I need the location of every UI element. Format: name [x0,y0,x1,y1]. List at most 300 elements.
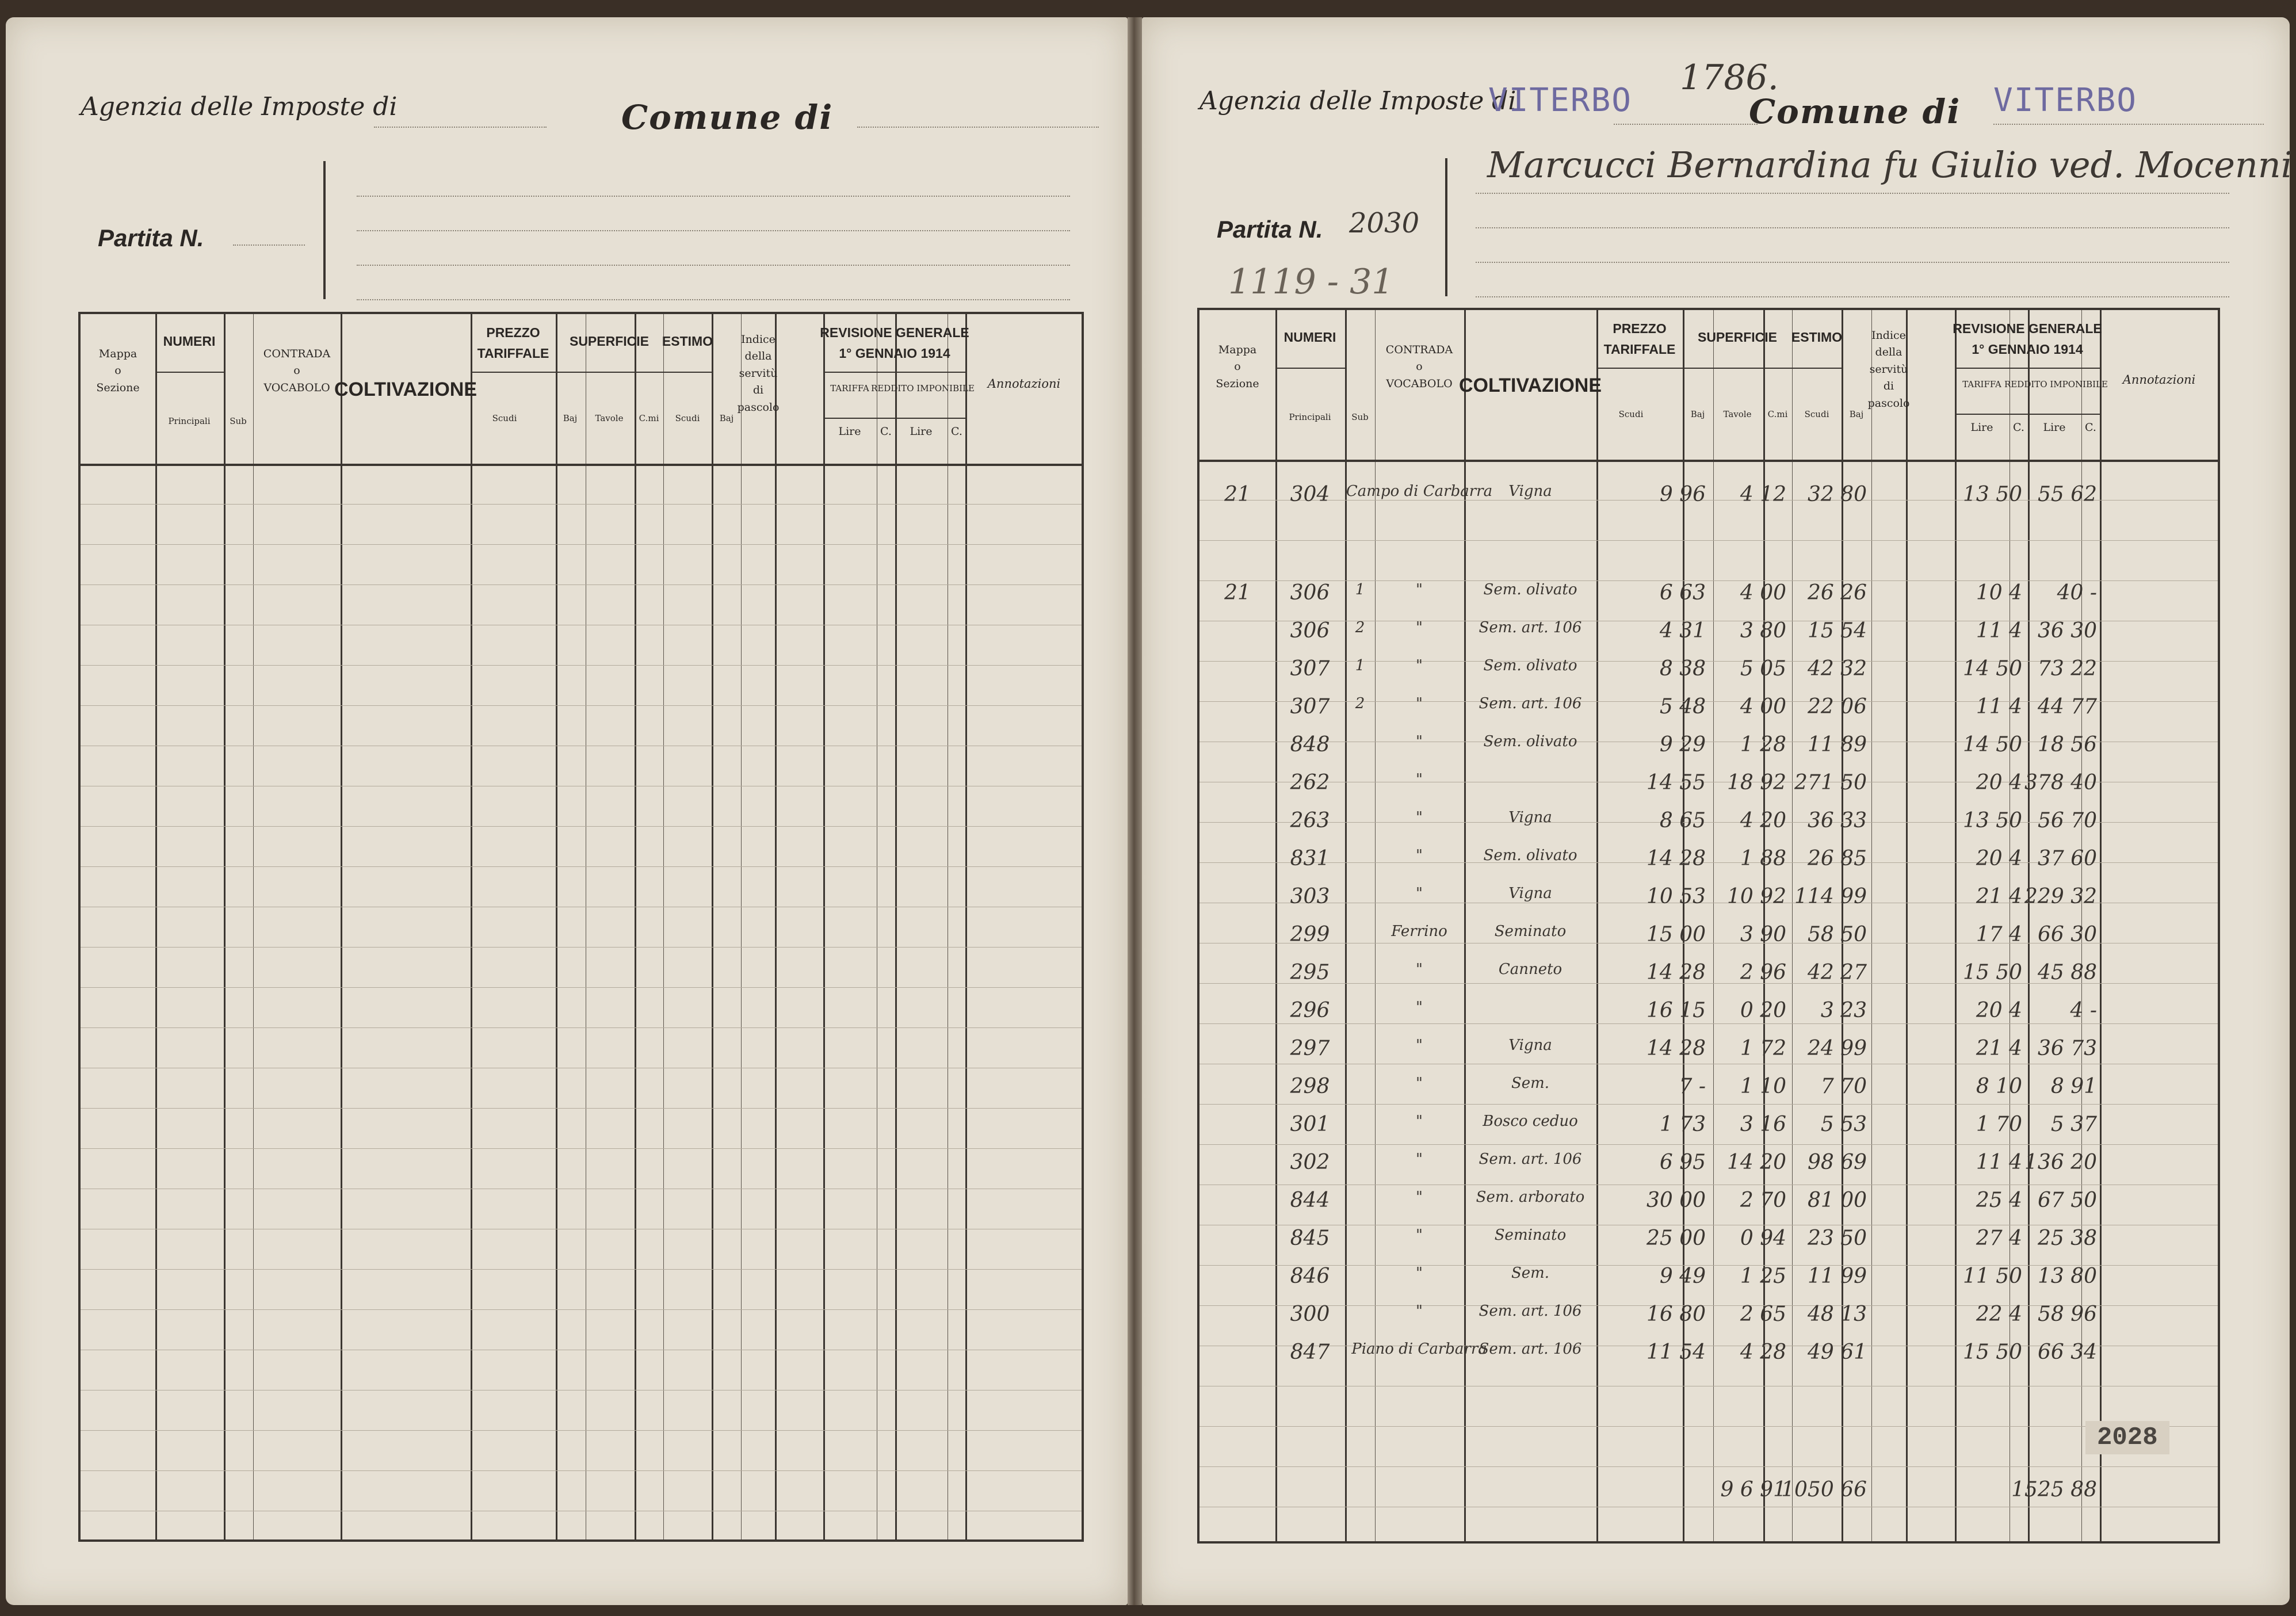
right-th-superficie: SUPERFICIE [1697,330,1778,345]
left-grid-row-line [81,705,1082,706]
row-superficie: 18 92 [1726,771,1786,794]
total-reddito: 1525 88 [2011,1478,2097,1502]
left-th-contrada-line: VOCABOLO [263,381,330,394]
right-th-principali: Principali [1289,412,1331,422]
right-col-border [1792,310,1793,1541]
row-tariffa: 20 4 [1976,847,2022,870]
row-numero: 303 [1290,885,1330,908]
row-numero: 845 [1290,1227,1330,1250]
left-th-tariffa-c: C. [880,425,892,438]
row-reddito: 136 20 [2024,1151,2097,1174]
left-comune-label: Comune di [621,98,834,137]
total-superficie: 9 6 91 [1720,1478,1786,1502]
left-grid-row-line [81,987,1082,988]
row-contrada: " [1416,771,1423,788]
left-th-indice-line: della [744,350,772,363]
left-subheader-rule [471,372,712,373]
left-grid-row-line [81,504,1082,505]
row-numero: 848 [1290,733,1330,757]
row-coltivazione: Sem. arborato [1476,1189,1585,1206]
row-prezzo: 1 73 [1659,1113,1706,1136]
right-col-border [2100,310,2102,1541]
row-reddito: 4 - [2070,999,2097,1022]
right-th-mappa-line: Sezione [1216,377,1259,390]
row-tariffa: 11 4 [1976,1151,2022,1174]
left-th-superficie: SUPERFICIE [569,334,650,349]
left-grid-row-line [81,947,1082,948]
row-estimo: 42 32 [1807,657,1867,681]
row-numero: 298 [1290,1075,1330,1098]
right-subheader-rule [1275,368,1345,369]
right-th-prezzo [1604,319,1676,360]
right-th-mappa-line: Mappa [1218,343,1257,356]
row-prezzo: 11 54 [1646,1340,1706,1364]
left-th-tariffa: TARIFFA [830,383,869,394]
row-estimo: 24 99 [1807,1037,1867,1060]
right-th-contrada-line: o [1416,360,1423,373]
row-coltivazione: Vigna [1508,483,1552,500]
row-estimo: 22 06 [1807,695,1867,719]
left-th-scudi: Scudi [492,413,517,423]
left-th-reddito-c: C. [951,425,962,438]
left-grid-row-line [81,1148,1082,1149]
row-contrada: " [1416,961,1423,978]
row-sub: 1 [1355,657,1365,674]
row-prezzo: 6 63 [1659,581,1706,605]
row-reddito: 37 60 [2037,847,2097,870]
left-th-prezzo-line: PREZZO [486,325,540,340]
row-mappa: 21 [1224,483,1251,506]
row-contrada: " [1416,733,1423,750]
right-col-border [1275,310,1277,1541]
row-sub: 1 [1355,581,1365,598]
left-th-mappa-line: Mappa [98,347,137,360]
row-estimo: 7 70 [1820,1075,1867,1098]
left-partita-label: Partita N. [98,224,204,251]
right-th-estimo-baj: Baj [1849,409,1864,419]
right-agency-line [1614,124,1758,125]
row-prezzo: 8 38 [1659,657,1706,681]
right-th-reddito: REDDITO IMPONIBILE [2004,379,2108,389]
right-th-tavole: Tavole [1723,409,1752,419]
row-tariffa: 20 4 [1976,771,2022,794]
row-contrada: " [1416,1037,1423,1054]
row-superficie: 4 20 [1740,809,1786,832]
row-reddito: 5 37 [2050,1113,2097,1136]
right-owner-line-2 [1476,227,2229,228]
left-th-numeri: NUMERI [163,334,216,349]
left-th-mappa [96,346,139,396]
row-estimo: 98 69 [1807,1151,1867,1174]
row-superficie: 4 00 [1740,695,1786,719]
row-reddito: 378 40 [2024,771,2097,794]
row-numero: 299 [1290,923,1330,946]
right-th-sub: Sub [1351,412,1369,422]
left-subheader-rule [155,372,224,373]
right-th-revisione [1953,319,2102,360]
right-th-scudi: Scudi [1618,409,1644,419]
right-th-tariffa-lire: Lire [1970,421,1993,434]
row-reddito: 229 32 [2024,885,2097,908]
left-col-border [775,314,777,1539]
left-grid-row-line [81,665,1082,666]
row-estimo: 271 50 [1794,771,1867,794]
row-reddito: 25 38 [2037,1227,2097,1250]
row-coltivazione: Seminato [1494,1227,1567,1244]
right-subheader-rule [1596,368,1842,369]
left-th-reddito: REDDITO IMPONIBILE [871,383,975,394]
row-contrada: " [1416,1189,1423,1206]
left-grid-row-line [81,1470,1082,1471]
row-reddito: 66 34 [2037,1340,2097,1364]
right-th-cmi: C.mi [1767,409,1788,419]
row-reddito: 67 50 [2037,1189,2097,1212]
left-col-border [823,314,825,1539]
row-tariffa: 15 50 [1962,1340,2022,1364]
row-estimo: 58 50 [1807,923,1867,946]
left-col-border [556,314,557,1539]
right-th-contrada-line: VOCABOLO [1386,377,1453,390]
row-tariffa: 14 50 [1962,733,2022,757]
right-grid-row-line [1199,1426,2218,1427]
row-prezzo: 16 80 [1646,1302,1706,1326]
right-th-reddito-c: C. [2085,421,2096,434]
row-prezzo: 30 00 [1646,1189,1706,1212]
row-tariffa: 20 4 [1976,999,2022,1022]
row-contrada: " [1416,1227,1423,1244]
row-contrada: " [1416,1302,1423,1320]
left-th-mappa-line: Sezione [96,381,140,394]
right-owner-line-3 [1476,262,2229,263]
row-superficie: 0 94 [1740,1227,1786,1250]
left-subheader-rule [823,372,965,373]
left-th-coltivazione: COLTIVAZIONE [334,379,477,400]
row-coltivazione: Sem. art. 106 [1479,1151,1582,1168]
left-th-cmi: C.mi [639,413,659,423]
left-grid-row-line [81,1108,1082,1109]
right-th-indice-line: servitù [1869,362,1908,376]
row-estimo: 32 80 [1807,483,1867,506]
left-th-indice-line: pascolo [737,400,780,414]
row-contrada: " [1416,1075,1423,1092]
right-th-baj: Baj [1690,409,1705,419]
right-partita-note: 1119 - 31 [1228,262,1394,302]
right-subheader-rule [1955,414,2100,415]
row-superficie: 4 28 [1740,1340,1786,1364]
row-coltivazione: Sem. [1511,1264,1550,1282]
row-prezzo: 15 00 [1646,923,1706,946]
right-th-indice-line: pascolo [1867,396,1910,410]
row-superficie: 3 16 [1740,1113,1786,1136]
row-prezzo: 8 65 [1659,809,1706,832]
right-page [1142,17,2293,1605]
row-prezzo: 9 96 [1659,483,1706,506]
row-tariffa: 11 4 [1976,619,2022,643]
right-th-contrada-line: CONTRADA [1385,343,1453,356]
right-th-indice-line: Indice [1871,329,1906,342]
right-col-border [1906,310,1908,1541]
row-superficie: 2 65 [1740,1302,1786,1326]
row-contrada: Ferrino [1391,923,1447,940]
right-th-mappa [1216,342,1259,392]
row-superficie: 5 05 [1740,657,1786,681]
row-estimo: 49 61 [1807,1340,1867,1364]
row-estimo: 48 13 [1807,1302,1867,1326]
left-th-annotazioni: Annotazioni [987,377,1061,391]
row-prezzo: 9 29 [1659,733,1706,757]
row-estimo: 3 23 [1820,999,1867,1022]
row-numero: 831 [1290,847,1330,870]
left-register-table [78,312,1084,1542]
left-grid-row-line [81,1430,1082,1431]
row-superficie: 2 70 [1740,1189,1786,1212]
row-estimo: 42 27 [1807,961,1867,984]
right-owner-line-4 [1476,296,2229,297]
row-coltivazione: Sem. art. 106 [1479,619,1582,636]
row-superficie: 4 00 [1740,581,1786,605]
right-col-border [2028,310,2030,1541]
right-th-revisione-line: 1° GENNAIO 1914 [1972,341,2083,357]
left-grid-row-line [81,544,1082,545]
left-th-estimo-baj: Baj [719,413,734,423]
row-prezzo: 4 31 [1659,619,1706,643]
left-th-sub: Sub [230,416,247,426]
left-th-contrada-line: o [293,364,300,377]
row-prezzo: 6 95 [1659,1151,1706,1174]
row-estimo: 23 50 [1807,1227,1867,1250]
right-grid-row-line [1199,1466,2218,1467]
row-contrada: " [1416,847,1423,864]
left-th-contrada [263,346,330,396]
left-grid-row-line [81,1269,1082,1270]
right-partita-value: 2030 [1349,207,1420,239]
row-numero: 297 [1290,1037,1330,1060]
right-th-coltivazione: COLTIVAZIONE [1458,375,1602,396]
row-tariffa: 22 4 [1976,1302,2022,1326]
row-numero: 301 [1290,1113,1330,1136]
row-estimo: 11 99 [1807,1264,1867,1288]
row-reddito: 73 22 [2037,657,2097,681]
left-grid-row-line [81,826,1082,827]
right-owner-name: Marcucci Bernardina fu Giulio ved. Mocenni [1487,144,2293,186]
right-col-border [1955,310,1957,1541]
row-coltivazione: Sem. olivato [1483,657,1577,674]
row-numero: 844 [1290,1189,1330,1212]
row-superficie: 4 12 [1740,483,1786,506]
left-th-revisione-line: REVISIONE GENERALE [820,325,969,340]
row-numero: 306 [1290,581,1330,605]
row-tariffa: 1 70 [1976,1113,2022,1136]
row-sub: 2 [1355,695,1365,712]
row-reddito: 36 30 [2037,619,2097,643]
row-numero: 846 [1290,1264,1330,1288]
row-reddito: 45 88 [2037,961,2097,984]
row-tariffa: 25 4 [1976,1189,2022,1212]
right-grid-row-line [1199,1144,2218,1145]
row-coltivazione: Sem. [1511,1075,1550,1092]
row-numero: 307 [1290,657,1330,681]
row-coltivazione: Sem. olivato [1483,581,1577,598]
row-reddito: 36 73 [2037,1037,2097,1060]
row-superficie: 3 90 [1740,923,1786,946]
left-th-reddito-lire: Lire [910,425,933,438]
row-contrada: " [1416,1113,1423,1130]
row-numero: 847 [1290,1340,1330,1364]
right-agency-label: Agenzia delle Imposte di [1199,86,1516,116]
row-prezzo: 14 28 [1646,961,1706,984]
left-col-border [155,314,157,1539]
left-grid-row-line [81,584,1082,585]
left-th-estimo-scudi: Scudi [675,413,700,423]
left-col-border [965,314,967,1539]
left-comune-line [857,127,1099,128]
row-contrada: " [1416,809,1423,826]
archive-number-label: 2028 [2085,1421,2169,1454]
left-col-border [224,314,226,1539]
right-owner-line-1 [1476,193,2229,194]
left-owner-line-4 [357,299,1070,300]
row-estimo: 26 26 [1807,581,1867,605]
row-contrada: " [1416,581,1423,598]
row-tariffa: 14 50 [1962,657,2022,681]
row-superficie: 10 92 [1726,885,1786,908]
right-agency-stamp: VITERBO [1488,82,1633,119]
right-th-estimo: ESTIMO [1791,330,1843,345]
row-reddito: 44 77 [2037,695,2097,719]
row-contrada: " [1416,885,1423,902]
row-tariffa: 17 4 [1976,923,2022,946]
row-prezzo: 5 48 [1659,695,1706,719]
right-th-tariffa: TARIFFA [1962,379,2001,389]
right-th-indice-line: di [1883,380,1894,393]
right-subheader-rule [1955,368,2100,369]
row-reddito: 58 96 [2037,1302,2097,1326]
left-grid-row-line [81,866,1082,867]
left-subheader-rule [823,418,965,419]
left-owner-line-3 [357,265,1070,266]
left-col-border [635,314,636,1539]
row-numero: 263 [1290,809,1330,832]
row-contrada: Campo di Carbarra [1346,483,1493,500]
right-header-bar [1445,158,1447,296]
row-prezzo: 14 55 [1646,771,1706,794]
right-partita-label: Partita N. [1217,216,1323,243]
row-prezzo: 16 15 [1646,999,1706,1022]
row-superficie: 1 10 [1740,1075,1786,1098]
right-th-estimo-scudi: Scudi [1804,409,1829,419]
row-estimo: 11 89 [1807,733,1867,757]
right-th-contrada [1386,342,1453,392]
row-contrada: " [1416,999,1423,1016]
row-contrada: " [1416,619,1423,636]
left-th-tavole: Tavole [595,413,624,423]
left-agency-label: Agenzia delle Imposte di [81,92,398,121]
row-estimo: 15 54 [1807,619,1867,643]
row-coltivazione: Vigna [1508,809,1552,826]
row-coltivazione: Sem. art. 106 [1479,1302,1582,1320]
row-superficie: 1 28 [1740,733,1786,757]
row-superficie: 1 88 [1740,847,1786,870]
left-col-border [341,314,342,1539]
left-th-indice-line: di [752,384,764,397]
row-numero: 302 [1290,1151,1330,1174]
row-coltivazione: Bosco ceduo [1483,1113,1578,1130]
right-th-indice-line: della [1875,346,1902,359]
row-contrada: " [1416,657,1423,674]
row-coltivazione: Sem. olivato [1483,847,1577,864]
right-col-border [1596,310,1598,1541]
right-th-numeri: NUMERI [1283,330,1336,345]
right-th-indice [1868,327,1910,412]
right-th-prezzo-line: PREZZO [1613,321,1667,336]
left-th-revisione-line: 1° GENNAIO 1914 [839,345,950,361]
row-tariffa: 15 50 [1962,961,2022,984]
row-numero: 296 [1290,999,1330,1022]
row-tariffa: 21 4 [1976,1037,2022,1060]
row-superficie: 3 80 [1740,619,1786,643]
row-tariffa: 21 4 [1976,885,2022,908]
row-numero: 306 [1290,619,1330,643]
right-grid-row-line [1199,1023,2218,1024]
right-th-mappa-line: o [1234,360,1241,373]
left-col-border [471,314,472,1539]
left-th-contrada-line: CONTRADA [263,347,331,360]
row-tariffa: 11 50 [1962,1264,2022,1288]
row-reddito: 8 91 [2050,1075,2097,1098]
left-partita-line [233,244,305,246]
left-th-indice-line: servitù [739,366,778,380]
left-owner-line-2 [357,230,1070,231]
row-reddito: 66 30 [2037,923,2097,946]
left-header-bar [323,161,326,299]
row-prezzo: 10 53 [1646,885,1706,908]
left-agency-line [374,127,547,128]
row-contrada: " [1416,1151,1423,1168]
row-superficie: 1 72 [1740,1037,1786,1060]
row-contrada: Piano di Carbarra [1351,1340,1487,1358]
left-th-principali: Principali [168,416,211,426]
right-header-rule [1199,460,2218,462]
left-grid-row-line [81,1309,1082,1310]
row-numero: 300 [1290,1302,1330,1326]
row-estimo: 114 99 [1794,885,1867,908]
row-contrada: " [1416,695,1423,712]
row-coltivazione: Vigna [1508,885,1552,902]
right-th-tariffa-c: C. [2013,421,2024,434]
row-tariffa: 13 50 [1962,483,2022,506]
row-numero: 295 [1290,961,1330,984]
row-superficie: 2 96 [1740,961,1786,984]
left-owner-line-1 [357,196,1070,197]
left-th-revisione [820,323,969,364]
left-grid-row-line [81,1027,1082,1028]
row-tariffa: 13 50 [1962,809,2022,832]
row-coltivazione: Vigna [1508,1037,1552,1054]
row-estimo: 81 00 [1807,1189,1867,1212]
left-col-border [741,314,742,1539]
right-th-prezzo-line: TARIFFALE [1603,341,1676,357]
right-th-annotazioni: Annotazioni [2122,373,2196,387]
row-tariffa: 11 4 [1976,695,2022,719]
right-register-table [1197,308,2220,1544]
row-prezzo: 9 49 [1659,1264,1706,1288]
total-estimo: 1050 66 [1781,1478,1867,1502]
right-th-reddito-lire: Lire [2043,421,2066,434]
left-col-border [712,314,713,1539]
row-estimo: 26 85 [1807,847,1867,870]
row-reddito: 18 56 [2037,733,2097,757]
left-th-mappa-line: o [114,364,121,377]
